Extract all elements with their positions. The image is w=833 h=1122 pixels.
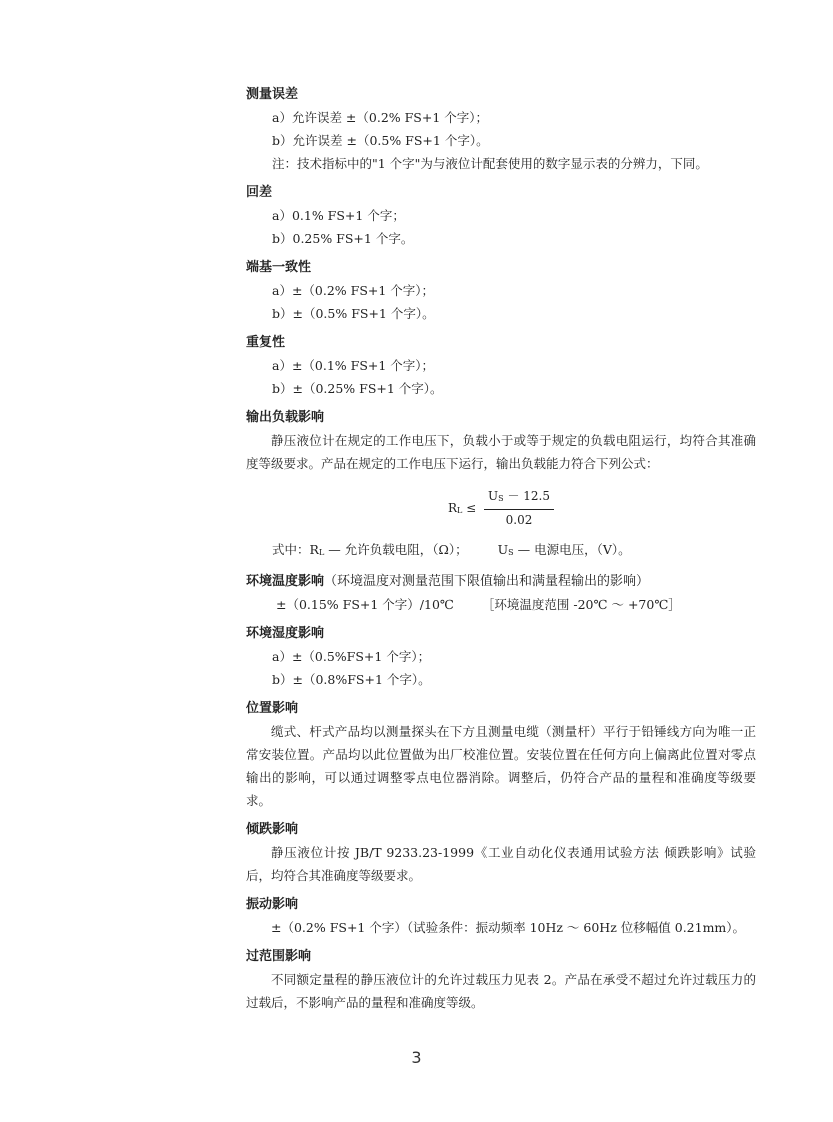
section-hysteresis (246, 182, 756, 250)
formula-legend (246, 538, 756, 564)
paragraph: 缆式、杆式产品均以测量探头在下方且测量电缆（测量杆）平行于铅锤线方向为唯一正常安装位置。产品均以此位置做为出厂校准位置。安装位置在任何方向上偏离此位置对零点输出的影响，可以通过调整零点电位器消除。调整后，仍符合产品的量程和准确度等级要求。 (246, 724, 756, 808)
section-output-load (246, 407, 756, 564)
section-tilt (246, 819, 756, 887)
formula-denominator: 0.02 (505, 513, 533, 527)
temperature-value: ±（0.15% FS+1 个字）/10℃ (276, 597, 454, 612)
list-item: b）±（0.5% FS+1 个字）。 (272, 306, 435, 321)
paragraph: 静压液位计按 JB/T 9233.23-1999《工业自动化仪表通用试验方法 倾跌影响》试验后，均符合其准确度等级要求。 (246, 845, 756, 883)
numerator-rest: － 12.5 (503, 489, 551, 503)
temperature-spec (246, 593, 756, 616)
paragraph: 不同额定量程的静压液位计的允许过载压力见表 2。产品在承受不超过允许过载压力的过载后，不影响产品的量程和准确度等级。 (246, 972, 756, 1010)
section-heading: 位置影响 (246, 701, 299, 716)
list-item: a）±（0.2% FS+1 个字）； (272, 283, 435, 298)
document-body (246, 84, 756, 1021)
legend-us-symbol: U (497, 542, 509, 557)
section-measurement-error (246, 84, 756, 175)
section-heading: 振动影响 (246, 897, 299, 912)
section-heading: 过范围影响 (246, 949, 312, 964)
legend-rl-subscript: L (318, 548, 325, 557)
list-item: a）0.1% FS+1 个字； (272, 208, 405, 223)
relation-symbol: ≤ (466, 501, 477, 515)
rl-subscript: L (457, 506, 463, 515)
page-number: 3 (411, 1048, 422, 1067)
load-formula (246, 488, 756, 528)
paragraph: 静压液位计在规定的工作电压下，负载小于或等于规定的负载电阻运行，均符合其准确度等级要求。产品在规定的工作电压下运行，输出负载能力符合下列公式： (246, 433, 756, 471)
list-item: b）±（0.8%FS+1 个字）。 (272, 672, 431, 687)
section-humidity (246, 623, 756, 691)
section-heading: 环境湿度影响 (246, 626, 325, 641)
section-linearity (246, 257, 756, 325)
section-heading (246, 571, 756, 593)
list-item: a）±（0.1% FS+1 个字）； (272, 358, 435, 373)
legend-prefix: 式中： (272, 542, 310, 557)
paragraph: ±（0.2% FS+1 个字）（试验条件：振动频率 10Hz ～ 60Hz 位移幅值 0.21mm）。 (271, 920, 746, 935)
legend-rl-text: — 允许负载电阻，（Ω）； (328, 542, 468, 557)
formula-fraction (484, 488, 554, 528)
section-heading: 测量误差 (246, 87, 299, 102)
rl-symbol: R (447, 501, 458, 515)
section-overrange (246, 946, 756, 1014)
section-heading: 倾跌影响 (246, 822, 299, 837)
temperature-range: ［环境温度范围 -20℃ ～ +70℃］ (481, 597, 681, 612)
list-item: a）允许误差 ±（0.2% FS+1 个字）； (272, 110, 489, 125)
legend-us-subscript: S (508, 548, 514, 557)
list-item: b）0.25% FS+1 个字。 (272, 231, 414, 246)
section-heading: 重复性 (246, 335, 286, 350)
section-heading: 回差 (246, 185, 273, 200)
list-item: b）±（0.25% FS+1 个字）。 (272, 381, 443, 396)
formula-lhs (448, 501, 476, 515)
heading-text: 环境温度影响 (246, 574, 325, 589)
formula-numerator (484, 488, 554, 510)
legend-us-text: — 电源电压，（V）。 (517, 542, 631, 557)
note-text: 注：技术指标中的"1 个字"为与液位计配套使用的数字显示表的分辨力，下同。 (272, 156, 708, 171)
list-item: b）允许误差 ±（0.5% FS+1 个字）。 (272, 133, 489, 148)
section-temperature (246, 571, 756, 616)
legend-rl-symbol: R (309, 542, 319, 557)
section-repeatability (246, 332, 756, 400)
section-vibration (246, 894, 756, 939)
section-heading: 端基一致性 (246, 260, 312, 275)
section-heading: 输出负载影响 (246, 410, 325, 425)
us-subscript: S (498, 494, 504, 503)
heading-subtitle: （环境温度对测量范围下限值输出和满量程输出的影响） (324, 574, 650, 589)
us-symbol: U (488, 489, 499, 503)
list-item: a）±（0.5%FS+1 个字）； (272, 649, 431, 664)
section-position (246, 698, 756, 812)
